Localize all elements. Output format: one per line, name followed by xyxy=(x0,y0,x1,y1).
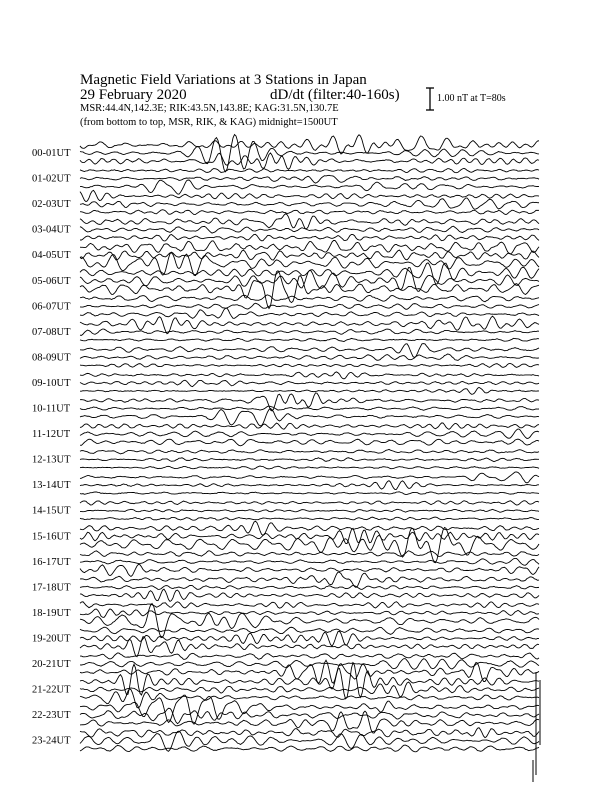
hour-label: 13-14UT xyxy=(32,480,71,492)
trace-msr xyxy=(80,492,539,495)
hour-label: 16-17UT xyxy=(32,556,71,568)
trace-msr xyxy=(80,637,539,657)
trace-rik xyxy=(80,198,539,209)
trace-kag xyxy=(80,295,539,302)
trace-msr xyxy=(80,180,539,194)
trace-msr xyxy=(80,689,539,708)
trace-kag xyxy=(80,602,539,608)
hour-label: 06-07UT xyxy=(32,301,71,313)
trace-kag xyxy=(80,135,539,154)
hour-label: 08-09UT xyxy=(32,352,71,364)
trace-kag xyxy=(80,449,539,453)
trace-kag xyxy=(80,521,539,535)
hour-label: 14-15UT xyxy=(32,505,71,517)
hour-label: 02-03UT xyxy=(32,199,71,211)
trace-rik xyxy=(80,175,539,183)
trace-msr xyxy=(80,564,539,576)
trace-msr xyxy=(80,466,539,469)
trace-rik xyxy=(80,380,539,386)
hour-label: 17-18UT xyxy=(32,582,71,594)
trace-rik xyxy=(80,429,539,439)
trace-rik xyxy=(80,226,539,233)
trace-kag xyxy=(80,168,539,172)
hour-label: 11-12UT xyxy=(32,429,71,441)
trace-rik xyxy=(80,458,539,462)
hour-label: 00-01UT xyxy=(32,148,71,159)
hour-label: 20-21UT xyxy=(32,659,71,670)
trace-msr xyxy=(80,408,539,425)
trace-rik xyxy=(80,481,539,490)
hour-label: 07-08UT xyxy=(32,326,71,338)
trace-rik xyxy=(80,354,539,360)
trace-kag xyxy=(80,572,539,587)
trace-rik xyxy=(80,558,539,565)
trace-msr xyxy=(80,527,539,562)
trace-rik xyxy=(80,528,539,543)
trace-msr xyxy=(80,338,539,341)
trace-msr xyxy=(80,271,539,309)
trace-msr xyxy=(80,210,539,215)
trace-msr xyxy=(80,517,539,520)
trace-msr xyxy=(80,387,539,394)
trace-rik xyxy=(80,585,539,589)
hour-labels xyxy=(32,148,71,747)
hour-label: 01-02UT xyxy=(32,173,71,185)
hour-label: 15-16UT xyxy=(32,531,71,543)
trace-rik xyxy=(80,135,539,172)
trace-msr xyxy=(80,589,539,601)
trace-kag xyxy=(80,214,539,229)
trace-kag xyxy=(80,316,539,334)
trace-msr xyxy=(80,364,539,368)
trace-rik xyxy=(80,708,539,723)
trace-kag xyxy=(80,653,539,659)
trace-msr xyxy=(80,439,539,446)
trace-kag xyxy=(80,663,539,699)
trace-msr xyxy=(80,745,539,752)
scale-bar xyxy=(426,88,434,110)
trace-rik xyxy=(80,250,539,260)
hour-label: 10-11UT xyxy=(32,403,71,415)
hour-label: 04-05UT xyxy=(32,250,71,262)
trace-rik xyxy=(80,509,539,512)
trace-msr xyxy=(80,234,539,241)
hour-label: 21-22UT xyxy=(32,684,71,696)
trace-kag xyxy=(80,372,539,379)
hour-label: 05-06UT xyxy=(32,275,71,287)
trace-kag xyxy=(80,472,539,483)
trace-rik xyxy=(80,303,539,309)
trace-kag xyxy=(80,728,539,738)
trace-rik xyxy=(80,631,539,646)
hour-label: 19-20UT xyxy=(32,633,71,645)
traces xyxy=(80,135,540,783)
hour-label: 23-24UT xyxy=(32,735,71,747)
trace-msr xyxy=(80,308,539,318)
trace-kag xyxy=(80,551,539,557)
hour-label: 18-19UT xyxy=(32,607,71,619)
hour-label: 09-10UT xyxy=(32,377,71,389)
chart-title: Magnetic Field Variations at 3 Stations in Japan xyxy=(80,72,367,88)
trace-rik xyxy=(80,329,539,335)
trace-kag xyxy=(80,263,539,284)
trace-order-info: (from bottom to top, MSR, RIK, & KAG) midnight=1500UT xyxy=(80,117,338,128)
trace-kag xyxy=(80,627,539,634)
trace-msr xyxy=(80,603,539,637)
trace-kag xyxy=(80,695,539,724)
chart-quantity: dD/dt (filter:40-160s) xyxy=(270,87,400,103)
hour-label: 12-13UT xyxy=(32,454,71,466)
trace-kag xyxy=(80,423,539,429)
hour-label: 03-04UT xyxy=(32,224,71,236)
trace-kag xyxy=(80,501,539,505)
hour-label: 22-23UT xyxy=(32,710,71,722)
scale-bar-label: 1.00 nT at T=80s xyxy=(437,93,506,104)
trace-rik xyxy=(80,659,539,670)
stations-info: MSR:44.4N,142.3E; RIK:43.5N,143.8E; KAG:31.5N,130.7E xyxy=(80,103,339,114)
chart-date: 29 February 2020 xyxy=(80,87,187,103)
